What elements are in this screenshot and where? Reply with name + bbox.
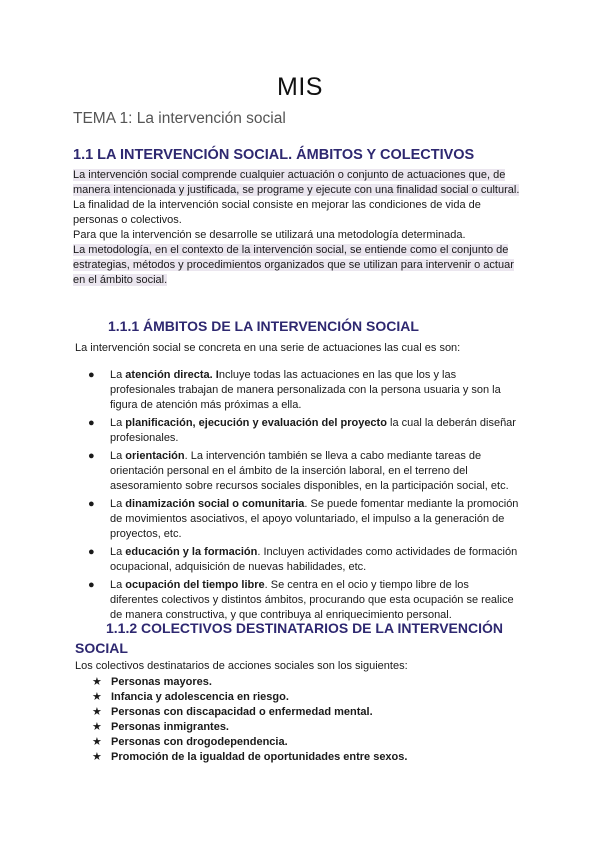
star-icon: ★ — [92, 721, 102, 733]
item-prefix: La — [110, 546, 126, 558]
item-text: de manera constructiva, y que contribuya al enriquecimiento personal. — [110, 609, 452, 621]
section-heading-1-1-1: 1.1.1 ÁMBITOS DE LA INTERVENCIÓN SOCIAL — [108, 318, 419, 334]
section-heading-1-1: 1.1 LA INTERVENCIÓN SOCIAL. ÁMBITOS Y COLECTIVOS — [73, 147, 475, 163]
bullet-icon: ● — [88, 369, 95, 381]
list-item — [92, 675, 407, 690]
bullet-icon: ● — [88, 417, 95, 429]
heading-line: 1.1.2 COLECTIVOS DESTINATARIOS DE LA INTERVENCIÓN — [106, 620, 503, 636]
list-item — [92, 735, 407, 750]
item-bold-term: orientación — [125, 450, 185, 462]
star-icon: ★ — [92, 751, 102, 763]
item-bold-term: atención directa. I — [125, 369, 219, 381]
item-text: Personas con drogodependencia. — [111, 736, 288, 748]
star-icon: ★ — [92, 736, 102, 748]
list-item — [88, 368, 538, 413]
item-text: Promoción de la igualdad de oportunidades entre sexos. — [111, 751, 408, 763]
item-text: Personas mayores. — [111, 676, 212, 688]
item-text: Personas con discapacidad o enfermedad mental. — [111, 706, 373, 718]
item-text: . Se puede fomentar mediante la promoción — [304, 498, 519, 510]
section-heading-1-1-2 — [75, 618, 503, 658]
paragraph-line: La finalidad de la intervención social consiste en mejorar las condiciones de vida de — [73, 199, 481, 211]
star-icon: ★ — [92, 706, 102, 718]
heading-line: SOCIAL — [75, 640, 128, 656]
item-prefix: La — [110, 369, 126, 381]
list-item — [88, 578, 538, 623]
paragraph-line: Para que la intervención se desarrolle se utilizará una metodología determinada. — [73, 229, 466, 241]
item-prefix: La — [110, 417, 126, 429]
bullet-icon: ● — [88, 546, 95, 558]
paragraph-line: La intervención social comprende cualquier actuación o conjunto de actuaciones que, de — [73, 169, 506, 181]
item-prefix: La — [110, 498, 126, 510]
bullet-icon: ● — [88, 498, 95, 510]
paragraph-line: estrategias, métodos y procedimientos organizados que se utilizan para intervenir o actuar — [73, 259, 514, 271]
item-text: . Se centra en el ocio y tiempo libre de los — [264, 579, 469, 591]
item-text: profesionales trabajan de manera personalizada con la persona usuaria y son la — [110, 384, 501, 396]
item-prefix: La — [110, 450, 126, 462]
list-item — [92, 750, 407, 765]
bullet-icon: ● — [88, 450, 95, 462]
item-text: Infancia y adolescencia en riesgo. — [111, 691, 289, 703]
ambitos-bullet-list — [88, 368, 538, 624]
list-item — [88, 497, 538, 542]
item-text: proyectos, etc. — [110, 528, 182, 540]
document-title: MIS — [277, 73, 323, 101]
paragraph-line: La metodología, en el contexto de la intervención social, se entiende como el conjunto de — [73, 244, 509, 256]
paragraph-line: personas o colectivos. — [73, 214, 182, 226]
bullet-icon: ● — [88, 579, 95, 591]
item-text: ncluye todas las actuaciones en las que los y las — [218, 369, 457, 381]
item-text: Personas inmigrantes. — [111, 721, 229, 733]
item-bold-term: educación y la formación — [125, 546, 258, 558]
paragraph-line: en el ámbito social. — [73, 274, 168, 286]
item-text: figura de atención más próximas a ella. — [110, 399, 302, 411]
section3-intro: Los colectivos destinatarios de acciones sociales son los siguientes: — [75, 660, 408, 672]
list-item — [88, 449, 538, 494]
section1-paragraph — [73, 168, 523, 288]
item-text: asesoramiento sobre recursos sociales disponibles, en la participación social, etc. — [110, 480, 509, 492]
topic-subtitle: TEMA 1: La intervención social — [73, 110, 286, 127]
section2-intro: La intervención social se concreta en una serie de actuaciones las cual es son: — [75, 342, 461, 354]
list-item — [92, 705, 407, 720]
list-item — [92, 690, 407, 705]
list-item — [92, 720, 407, 735]
list-item — [88, 545, 538, 575]
item-bold-term: ocupación del tiempo libre — [125, 579, 265, 591]
paragraph-line: manera intencionada y justificada, se programe y ejecute con una finalidad social o cultural. — [73, 184, 520, 196]
item-text: la cual la deberán diseñar — [386, 417, 516, 429]
item-text: de movimientos asociativos, el apoyo voluntariado, el impulso a la generación de — [110, 513, 505, 525]
item-text: . La intervención también se lleva a cabo mediante tareas de — [184, 450, 482, 462]
item-prefix: La — [110, 579, 126, 591]
item-text: diferentes colectivos y distintos ámbitos, procurando que esta ocupación se realice — [110, 594, 514, 606]
colectivos-star-list — [92, 675, 407, 765]
list-item — [88, 416, 538, 446]
star-icon: ★ — [92, 676, 102, 688]
item-text: . Incluyen actividades como actividades de formación — [257, 546, 518, 558]
item-text: profesionales. — [110, 432, 179, 444]
star-icon: ★ — [92, 691, 102, 703]
item-text: ocupacional, adquisición de nuevas habilidades, etc. — [110, 561, 367, 573]
item-bold-term: planificación, ejecución y evaluación del proyecto — [125, 417, 387, 429]
item-text: orientación personal en el ámbito de la inserción laboral, en el terreno del — [110, 465, 468, 477]
item-bold-term: dinamización social o comunitaria — [125, 498, 305, 510]
